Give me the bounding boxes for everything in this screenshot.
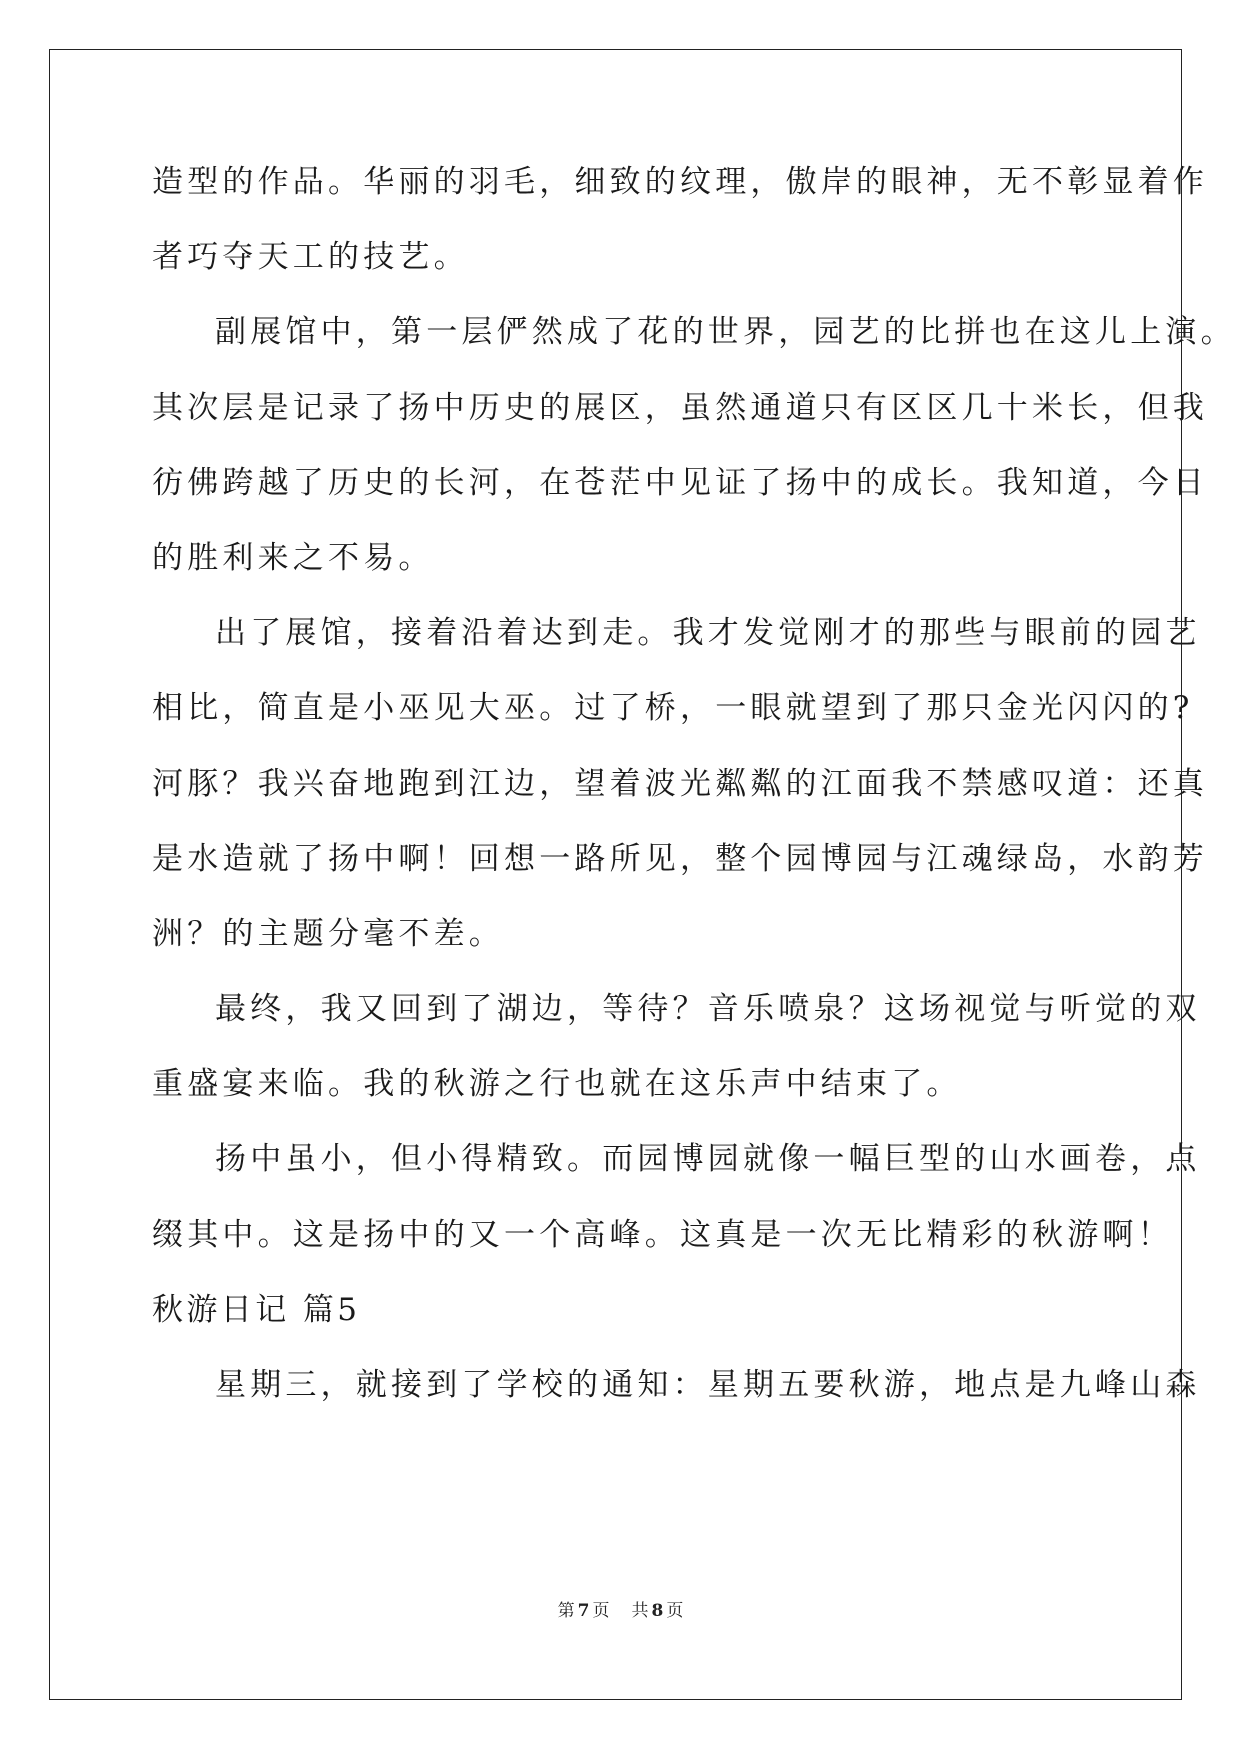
- page-footer: [0, 1596, 1241, 1621]
- paragraph-start-line: 最终，我又回到了湖边，等待？音乐喷泉？这场视觉与听觉的双: [215, 991, 1201, 1028]
- footer-page-total: 8: [651, 1601, 664, 1621]
- body-line: 相比，简直是小巫见大巫。过了桥，一眼就望到了那只金光闪闪的?: [152, 690, 1194, 727]
- body-line: 洲？的主题分毫不差。: [152, 915, 504, 952]
- footer-total-prefix: 共: [631, 1601, 649, 1621]
- body-line: 的胜利来之不易。: [152, 539, 434, 576]
- body-line: 彷佛跨越了历史的长河，在苍茫中见证了扬中的成长。我知道，今日: [152, 464, 1208, 501]
- section-heading: 秋游日记 篇5: [152, 1291, 361, 1328]
- footer-page-current: 7: [577, 1601, 590, 1621]
- body-line: 者巧夺天工的技艺。: [152, 239, 469, 276]
- body-line: 是水造就了扬中啊！回想一路所见，整个园博园与江魂绿岛，水韵芳: [152, 840, 1208, 877]
- body-line: 造型的作品。华丽的羽毛，细致的纹理，傲岸的眼神，无不彰显着作: [152, 164, 1208, 200]
- paragraph-start-line: 出了展馆，接着沿着达到走。我才发觉刚才的那些与眼前的园艺: [215, 615, 1201, 652]
- body-line: 重盛宴来临。我的秋游之行也就在这乐声中结束了。: [152, 1066, 962, 1103]
- paragraph-start-line: 扬中虽小，但小得精致。而园博园就像一幅巨型的山水画卷，点: [215, 1141, 1201, 1178]
- body-line: 河豚？我兴奋地跑到江边，望着波光粼粼的江面我不禁感叹道：还真: [152, 765, 1208, 802]
- body-line: 缀其中。这是扬中的又一个高峰。这真是一次无比精彩的秋游啊！: [152, 1216, 1173, 1253]
- footer-page-prefix: 第: [557, 1601, 575, 1621]
- body-line: 其次层是记录了扬中历史的展区，虽然通道只有区区几十米长，但我: [152, 389, 1208, 426]
- paragraph-start-line: 星期三，就接到了学校的通知：星期五要秋游，地点是九峰山森: [215, 1367, 1201, 1403]
- paragraph-start-line: 副展馆中，第一层俨然成了花的世界，园艺的比拼也在这儿上演。: [215, 314, 1236, 351]
- footer-total-suffix: 页: [666, 1601, 684, 1621]
- document-body: [152, 145, 1236, 1423]
- footer-page-suffix: 页: [592, 1601, 610, 1621]
